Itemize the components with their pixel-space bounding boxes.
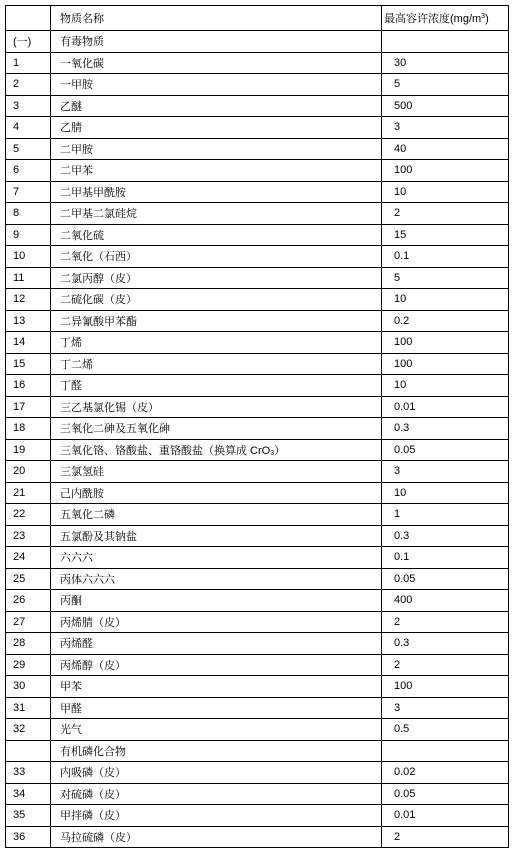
table-row: [6, 633, 509, 655]
substance-name: 二甲基甲酰胺: [51, 181, 382, 203]
row-index: 35: [6, 805, 51, 827]
row-index: 10: [6, 246, 51, 268]
substance-name: 三乙基氯化锡（皮）: [51, 396, 382, 418]
row-index: 33: [6, 762, 51, 784]
max-concentration: 100: [382, 353, 509, 375]
header-substance-name: 物质名称: [51, 6, 382, 31]
max-concentration: 0.3: [382, 525, 509, 547]
row-index: 34: [6, 783, 51, 805]
max-concentration: 0.02: [382, 762, 509, 784]
max-concentration: 30: [382, 52, 509, 74]
max-concentration: 3: [382, 117, 509, 139]
max-concentration: 0.2: [382, 310, 509, 332]
max-concentration: 0.5: [382, 719, 509, 741]
max-concentration: 0.05: [382, 783, 509, 805]
row-index: 2: [6, 74, 51, 96]
table-row: [6, 74, 509, 96]
row-index: 9: [6, 224, 51, 246]
max-concentration: 0.3: [382, 633, 509, 655]
substance-name: 丁烯: [51, 332, 382, 354]
substance-name: 丙烯腈（皮）: [51, 611, 382, 633]
row-index: 36: [6, 826, 51, 848]
max-concentration: 0.05: [382, 439, 509, 461]
substance-name: 二异氰酸甲苯酯: [51, 310, 382, 332]
row-index: 27: [6, 611, 51, 633]
table-row: [6, 826, 509, 848]
substance-name: 乙腈: [51, 117, 382, 139]
max-concentration: 3: [382, 697, 509, 719]
max-concentration: 0.01: [382, 396, 509, 418]
max-concentration: 2: [382, 203, 509, 225]
row-index: 7: [6, 181, 51, 203]
substance-name: 五氯酚及其钠盐: [51, 525, 382, 547]
row-index: 32: [6, 719, 51, 741]
substance-name-text: 三氧化铬、铬酸盐、重铬酸盐（换算成 CrO: [60, 444, 271, 457]
substance-name: 丙烯醇（皮）: [51, 654, 382, 676]
max-concentration: 2: [382, 654, 509, 676]
substance-name: [51, 439, 382, 461]
header-max-concentration: [382, 6, 509, 31]
substance-name: 有毒物质: [51, 31, 382, 53]
substance-name: 光气: [51, 719, 382, 741]
table-row: [6, 762, 509, 784]
substance-name: 内吸磷（皮）: [51, 762, 382, 784]
max-concentration: 40: [382, 138, 509, 160]
row-index: 3: [6, 95, 51, 117]
max-concentration: 0.01: [382, 805, 509, 827]
max-concentration: 100: [382, 676, 509, 698]
max-concentration: 10: [382, 289, 509, 311]
row-index: 1: [6, 52, 51, 74]
substance-name: 甲苯: [51, 676, 382, 698]
row-index: 12: [6, 289, 51, 311]
table-row: [6, 719, 509, 741]
row-index: 16: [6, 375, 51, 397]
row-index: [6, 740, 51, 762]
table-row: [6, 439, 509, 461]
max-concentration: 400: [382, 590, 509, 612]
table-row: [6, 181, 509, 203]
substance-name: 二甲胺: [51, 138, 382, 160]
table-row: [6, 224, 509, 246]
substance-name: 二氧化硫: [51, 224, 382, 246]
max-concentration: 0.05: [382, 568, 509, 590]
max-concentration: [382, 740, 509, 762]
substance-name: 丁二烯: [51, 353, 382, 375]
substance-name: 己内酰胺: [51, 482, 382, 504]
table-row: [6, 138, 509, 160]
max-concentration: 5: [382, 267, 509, 289]
table-row: [6, 590, 509, 612]
row-index: 23: [6, 525, 51, 547]
substance-name: 丁醛: [51, 375, 382, 397]
substance-name: 马拉硫磷（皮）: [51, 826, 382, 848]
table-row: [6, 332, 509, 354]
table-row: [6, 396, 509, 418]
row-index: 8: [6, 203, 51, 225]
max-concentration: 0.1: [382, 547, 509, 569]
header-limit-text: 最高容许浓度(mg/m: [384, 13, 482, 25]
table-row: [6, 418, 509, 440]
table-row: [6, 375, 509, 397]
substance-name: 二甲苯: [51, 160, 382, 182]
row-index: 24: [6, 547, 51, 569]
substance-name-subscript: 3: [270, 449, 275, 457]
table-row: [6, 117, 509, 139]
max-concentration: 10: [382, 482, 509, 504]
substance-name: 二氯丙醇（皮）: [51, 267, 382, 289]
substance-name: 三氧化二砷及五氧化砷: [51, 418, 382, 440]
substance-name: 二氧化（石西）: [51, 246, 382, 268]
row-index: 20: [6, 461, 51, 483]
row-index: 31: [6, 697, 51, 719]
row-index: 18: [6, 418, 51, 440]
max-concentration: 15: [382, 224, 509, 246]
header-limit-sup: 3: [481, 13, 486, 20]
header-row: [6, 6, 509, 31]
table-row: [6, 482, 509, 504]
substance-name: 甲拌磷（皮）: [51, 805, 382, 827]
table-body: [6, 31, 509, 848]
row-index: 19: [6, 439, 51, 461]
table-row: [6, 676, 509, 698]
table-row: [6, 203, 509, 225]
table-row: [6, 547, 509, 569]
max-concentration: 100: [382, 332, 509, 354]
table-row: [6, 611, 509, 633]
substance-name: 甲醛: [51, 697, 382, 719]
max-concentration: 10: [382, 181, 509, 203]
substance-name: 乙醚: [51, 95, 382, 117]
header-limit-suffix: ): [485, 13, 489, 25]
table-row: [6, 310, 509, 332]
row-index: (一): [6, 31, 51, 53]
table-row: [6, 697, 509, 719]
substance-name: 丙酮: [51, 590, 382, 612]
table-row: [6, 568, 509, 590]
row-index: 26: [6, 590, 51, 612]
substance-name: 一氧化碳: [51, 52, 382, 74]
row-index: 11: [6, 267, 51, 289]
substance-name: 丙烯醛: [51, 633, 382, 655]
table-row: [6, 289, 509, 311]
header-index: [6, 6, 51, 31]
max-concentration: 5: [382, 74, 509, 96]
max-concentration: 0.3: [382, 418, 509, 440]
row-index: 29: [6, 654, 51, 676]
max-concentration: 10: [382, 375, 509, 397]
substance-name-suffix: ）: [274, 444, 286, 457]
row-index: 25: [6, 568, 51, 590]
table-row: [6, 805, 509, 827]
row-index: 22: [6, 504, 51, 526]
table-row: [6, 740, 509, 762]
max-concentration: 100: [382, 160, 509, 182]
substance-name: 一甲胺: [51, 74, 382, 96]
max-concentration: 2: [382, 611, 509, 633]
row-index: 5: [6, 138, 51, 160]
max-concentration: 2: [382, 826, 509, 848]
max-concentration: 500: [382, 95, 509, 117]
row-index: 28: [6, 633, 51, 655]
row-index: 15: [6, 353, 51, 375]
row-index: 13: [6, 310, 51, 332]
substance-name: 二硫化碳（皮）: [51, 289, 382, 311]
substance-name: 有机磷化合物: [51, 740, 382, 762]
table-row: [6, 783, 509, 805]
table-row: [6, 95, 509, 117]
table-row: [6, 246, 509, 268]
substance-name: 五氧化二磷: [51, 504, 382, 526]
row-index: 6: [6, 160, 51, 182]
row-index: 21: [6, 482, 51, 504]
max-concentration: 1: [382, 504, 509, 526]
row-index: 17: [6, 396, 51, 418]
concentration-table: [5, 5, 509, 848]
table-row: [6, 504, 509, 526]
row-index: 4: [6, 117, 51, 139]
row-index: 30: [6, 676, 51, 698]
max-concentration: 3: [382, 461, 509, 483]
table-row: [6, 654, 509, 676]
table-row: [6, 353, 509, 375]
substance-name: 三氯氢硅: [51, 461, 382, 483]
substance-name: 六六六: [51, 547, 382, 569]
substance-name: 对硫磷（皮）: [51, 783, 382, 805]
substance-name: 丙体六六六: [51, 568, 382, 590]
table-row: [6, 31, 509, 53]
max-concentration: [382, 31, 509, 53]
table-row: [6, 525, 509, 547]
max-concentration: 0.1: [382, 246, 509, 268]
table-row: [6, 267, 509, 289]
table-row: [6, 461, 509, 483]
substance-name: 二甲基二氯硅烷: [51, 203, 382, 225]
table-row: [6, 160, 509, 182]
table-row: [6, 52, 509, 74]
row-index: 14: [6, 332, 51, 354]
